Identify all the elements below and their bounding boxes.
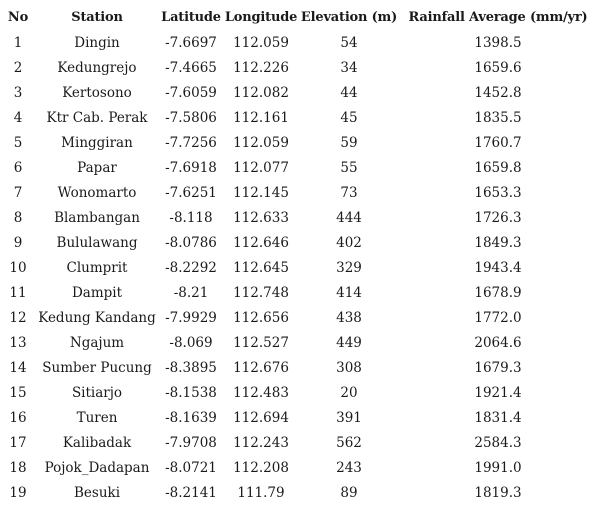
cell-no: 13 <box>9 334 27 351</box>
cell-latitude: -8.2141 <box>165 484 217 501</box>
cell-longitude: 112.645 <box>233 259 289 276</box>
table-row <box>0 30 596 55</box>
cell-rainfall-average: 2064.6 <box>474 334 522 351</box>
cell-station: Clumprit <box>66 259 128 276</box>
cell-elevation: 20 <box>340 384 358 401</box>
cell-latitude: -8.3895 <box>165 359 217 376</box>
cell-rainfall-average: 1760.7 <box>474 134 522 151</box>
cell-latitude: -8.1639 <box>165 409 217 426</box>
cell-no: 6 <box>13 159 23 176</box>
header-station: Station <box>71 9 123 25</box>
cell-no: 14 <box>9 359 27 376</box>
cell-station: Blambangan <box>54 209 140 226</box>
cell-elevation: 391 <box>336 409 362 426</box>
cell-station: Kalibadak <box>62 434 132 451</box>
cell-longitude: 112.077 <box>233 159 289 176</box>
cell-rainfall-average: 1679.3 <box>474 359 522 376</box>
cell-rainfall-average: 1659.8 <box>474 159 522 176</box>
cell-longitude: 112.059 <box>233 34 289 51</box>
cell-longitude: 112.527 <box>233 334 289 351</box>
cell-latitude: -8.069 <box>169 334 213 351</box>
cell-rainfall-average: 1772.0 <box>474 309 522 326</box>
cell-latitude: -8.21 <box>173 284 209 301</box>
cell-elevation: 562 <box>336 434 362 451</box>
cell-rainfall-average: 1991.0 <box>474 459 522 476</box>
cell-elevation: 45 <box>340 109 358 126</box>
cell-elevation: 402 <box>336 234 362 251</box>
table-row <box>0 280 596 305</box>
cell-longitude: 112.676 <box>233 359 289 376</box>
cell-no: 10 <box>9 259 27 276</box>
table-row <box>0 455 596 480</box>
cell-longitude: 112.059 <box>233 134 289 151</box>
table-row <box>0 380 596 405</box>
cell-latitude: -7.9708 <box>165 434 217 451</box>
cell-longitude: 112.082 <box>233 84 289 101</box>
table-row <box>0 405 596 430</box>
cell-no: 4 <box>13 109 23 126</box>
cell-rainfall-average: 1943.4 <box>474 259 522 276</box>
cell-station: Sumber Pucung <box>42 359 152 376</box>
cell-station: Dingin <box>74 34 120 51</box>
table-row <box>0 80 596 105</box>
cell-no: 1 <box>13 34 23 51</box>
cell-no: 3 <box>13 84 23 101</box>
cell-station: Dampit <box>71 284 123 301</box>
cell-rainfall-average: 1831.4 <box>474 409 522 426</box>
cell-elevation: 89 <box>340 484 358 501</box>
table-row <box>0 255 596 280</box>
header-no: No <box>7 9 29 25</box>
table-row <box>0 105 596 130</box>
cell-longitude: 111.79 <box>237 484 285 501</box>
cell-elevation: 414 <box>336 284 362 301</box>
cell-rainfall-average: 1819.3 <box>474 484 522 501</box>
cell-station: Wonomarto <box>57 184 137 201</box>
table-row <box>0 355 596 380</box>
cell-latitude: -7.5806 <box>165 109 217 126</box>
cell-rainfall-average: 1726.3 <box>474 209 522 226</box>
table-row <box>0 205 596 230</box>
cell-no: 17 <box>9 434 27 451</box>
table-header <box>0 4 596 30</box>
cell-rainfall-average: 1452.8 <box>474 84 522 101</box>
cell-no: 12 <box>9 309 27 326</box>
cell-no: 2 <box>13 59 23 76</box>
cell-station: Ktr Cab. Perak <box>46 109 148 126</box>
table-row <box>0 230 596 255</box>
cell-rainfall-average: 1921.4 <box>474 384 522 401</box>
cell-elevation: 54 <box>340 34 358 51</box>
cell-no: 7 <box>13 184 23 201</box>
cell-no: 8 <box>13 209 23 226</box>
header-row <box>0 4 596 30</box>
cell-elevation: 243 <box>336 459 362 476</box>
cell-longitude: 112.161 <box>233 109 289 126</box>
cell-station: Besuki <box>73 484 121 501</box>
cell-longitude: 112.226 <box>233 59 289 76</box>
cell-station: Sitiarjo <box>71 384 123 401</box>
table-row <box>0 430 596 455</box>
cell-longitude: 112.243 <box>233 434 289 451</box>
cell-longitude: 112.694 <box>233 409 289 426</box>
cell-no: 5 <box>13 134 23 151</box>
cell-station: Kedungrejo <box>57 59 137 76</box>
cell-elevation: 449 <box>336 334 362 351</box>
cell-no: 11 <box>9 284 27 301</box>
cell-no: 18 <box>9 459 27 476</box>
cell-latitude: -8.118 <box>169 209 213 226</box>
cell-latitude: -7.6697 <box>165 34 217 51</box>
cell-elevation: 55 <box>340 159 358 176</box>
cell-elevation: 308 <box>336 359 362 376</box>
cell-elevation: 329 <box>336 259 362 276</box>
table-row <box>0 180 596 205</box>
cell-rainfall-average: 1659.6 <box>474 59 522 76</box>
table-row <box>0 330 596 355</box>
cell-station: Minggiran <box>61 134 133 151</box>
cell-latitude: -8.2292 <box>165 259 217 276</box>
cell-station: Kedung Kandang <box>38 309 156 326</box>
cell-no: 15 <box>9 384 27 401</box>
cell-longitude: 112.483 <box>233 384 289 401</box>
table-row <box>0 480 596 505</box>
table-row <box>0 155 596 180</box>
cell-no: 16 <box>9 409 27 426</box>
cell-station: Bululawang <box>56 234 138 251</box>
cell-rainfall-average: 1835.5 <box>474 109 522 126</box>
table-body <box>0 30 596 505</box>
cell-latitude: -7.6918 <box>165 159 217 176</box>
cell-longitude: 112.145 <box>233 184 289 201</box>
cell-rainfall-average: 1849.3 <box>474 234 522 251</box>
header-rainfall-average: Rainfall Average (mm/yr) <box>408 9 588 25</box>
table-row <box>0 55 596 80</box>
cell-rainfall-average: 1653.3 <box>474 184 522 201</box>
cell-longitude: 112.748 <box>233 284 289 301</box>
cell-latitude: -8.0786 <box>165 234 217 251</box>
cell-latitude: -8.0721 <box>165 459 217 476</box>
cell-latitude: -7.6251 <box>165 184 217 201</box>
cell-rainfall-average: 1398.5 <box>474 34 522 51</box>
cell-latitude: -7.9929 <box>165 309 217 326</box>
cell-elevation: 438 <box>336 309 362 326</box>
cell-station: Papar <box>77 159 117 176</box>
cell-latitude: -8.1538 <box>165 384 217 401</box>
cell-latitude: -7.7256 <box>165 134 217 151</box>
cell-no: 19 <box>9 484 27 501</box>
table-row <box>0 130 596 155</box>
cell-elevation: 44 <box>340 84 358 101</box>
cell-no: 9 <box>13 234 23 251</box>
cell-elevation: 444 <box>336 209 362 226</box>
cell-latitude: -7.6059 <box>165 84 217 101</box>
cell-elevation: 73 <box>340 184 358 201</box>
cell-elevation: 34 <box>340 59 358 76</box>
cell-longitude: 112.633 <box>233 209 289 226</box>
cell-station: Pojok_Dadapan <box>44 459 150 476</box>
cell-rainfall-average: 2584.3 <box>474 434 522 451</box>
cell-elevation: 59 <box>340 134 358 151</box>
rainfall-stations-table <box>0 4 596 505</box>
header-longitude: Longitude <box>224 9 298 25</box>
cell-rainfall-average: 1678.9 <box>474 284 522 301</box>
cell-longitude: 112.656 <box>233 309 289 326</box>
header-latitude: Latitude <box>161 9 221 25</box>
header-elevation: Elevation (m) <box>300 9 398 25</box>
cell-station: Turen <box>76 409 118 426</box>
cell-longitude: 112.646 <box>233 234 289 251</box>
cell-longitude: 112.208 <box>233 459 289 476</box>
cell-station: Ngajum <box>69 334 125 351</box>
table-row <box>0 305 596 330</box>
cell-station: Kertosono <box>62 84 132 101</box>
cell-latitude: -7.4665 <box>165 59 217 76</box>
